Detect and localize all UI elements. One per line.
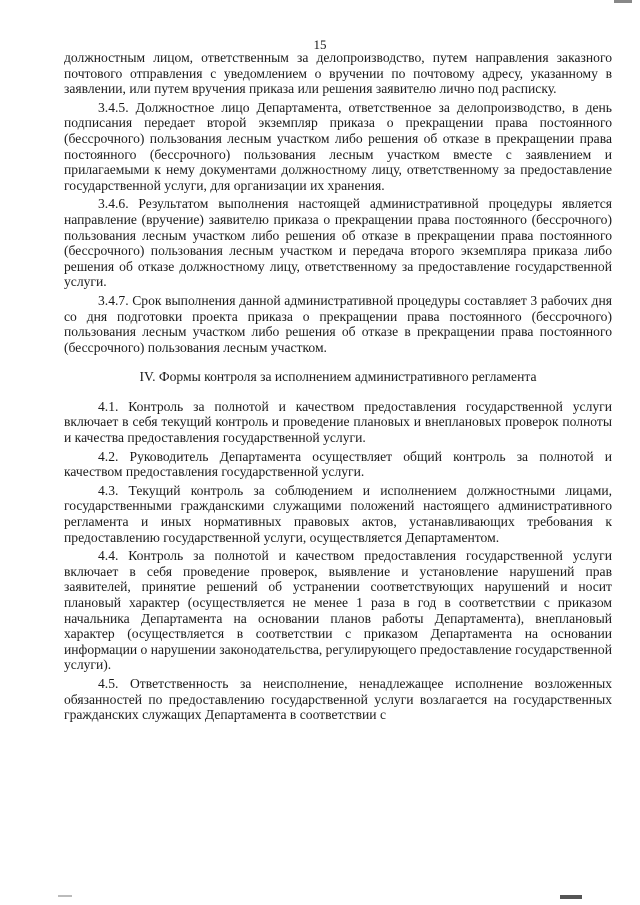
scan-artifact <box>560 895 582 899</box>
paragraph-4-1: 4.1. Контроль за полнотой и качеством предоставления государственной услуги включает в себя текущий контроль и проведение плановых и внеплановых проверок полноты и качества предоставления государственной услуги. <box>64 398 612 446</box>
page-number: 15 <box>313 37 327 52</box>
paragraph-3-4-6: 3.4.6. Результатом выполнения настоящей административной процедуры является направление (вручение) заявителю приказа о прекращении права постоянного (бессрочного) пользования лесным участком либо решения об отказе в прекращении права постоянного (бессрочного) пользования лесным участком и передача второго экземпляра приказа либо решения об отказе должностному лицу, ответственному за предоставление государственной услуги. <box>64 196 612 290</box>
document-body <box>64 50 612 723</box>
paragraph-3-4-5: 3.4.5. Должностное лицо Департамента, ответственное за делопроизводство, в день подписания передает второй экземпляр приказа о прекращении права постоянного (бессрочного) пользования лесным участком либо решения об отказе в прекращении права постоянного (бессрочного) пользования лесным участком вместе с заявлением и прилагаемыми к нему документами должностному лицу, ответственному за предоставление государственной услуги, для организации их хранения. <box>64 99 612 193</box>
paragraph-3-4-7: 3.4.7. Срок выполнения данной административной процедуры составляет 3 рабочих дня со дня подготовки проекта приказа о прекращении права постоянного (бессрочного) пользования лесным участком либо решения об отказе в прекращении права постоянного (бессрочного) пользования лесным участком. <box>64 292 612 355</box>
paragraph-4-2: 4.2. Руководитель Департамента осуществляет общий контроль за полнотой и качеством предоставления государственной услуги. <box>64 448 612 480</box>
section-title: IV. Формы контроля за исполнением административного регламента <box>139 369 537 385</box>
paragraph-4-5: 4.5. Ответственность за неисполнение, ненадлежащее исполнение возложенных обязанностей по предоставлению государственной услуги возлагается на государственных гражданских служащих Департамента в соответствии с <box>64 675 612 723</box>
paragraph-4-4: 4.4. Контроль за полнотой и качеством предоставления государственной услуги включает в себя проведение проверок, выявление и установление нарушений прав заявителей, принятие решений об устранении соответствующих нарушений и носит плановый характер (осуществляется не менее 1 раза в год в соответствии с приказом начальника Департамента на основании планов работы Департамента), внеплановый характер (осуществляется в соответствии с приказом Департамента на основании информации о нарушении законодательства, регулирующего предоставление государственной услуги). <box>64 548 612 673</box>
paragraph-continuation: должностным лицом, ответственным за делопроизводство, путем направления заказного почтового отправления с уведомлением о вручении по почтовому адресу, указанному в заявлении, или путем вручения приказа или решения заявителю лично под расписку. <box>64 50 612 97</box>
paragraph-4-3: 4.3. Текущий контроль за соблюдением и исполнением должностными лицами, государственными гражданскими служащими положений настоящего административного регламента и иных нормативных правовых актов, устанавливающих требования к предоставлению государственной услуги, осуществляется Департаментом. <box>64 482 612 545</box>
scan-artifact <box>614 0 632 3</box>
scan-artifact <box>58 895 72 897</box>
